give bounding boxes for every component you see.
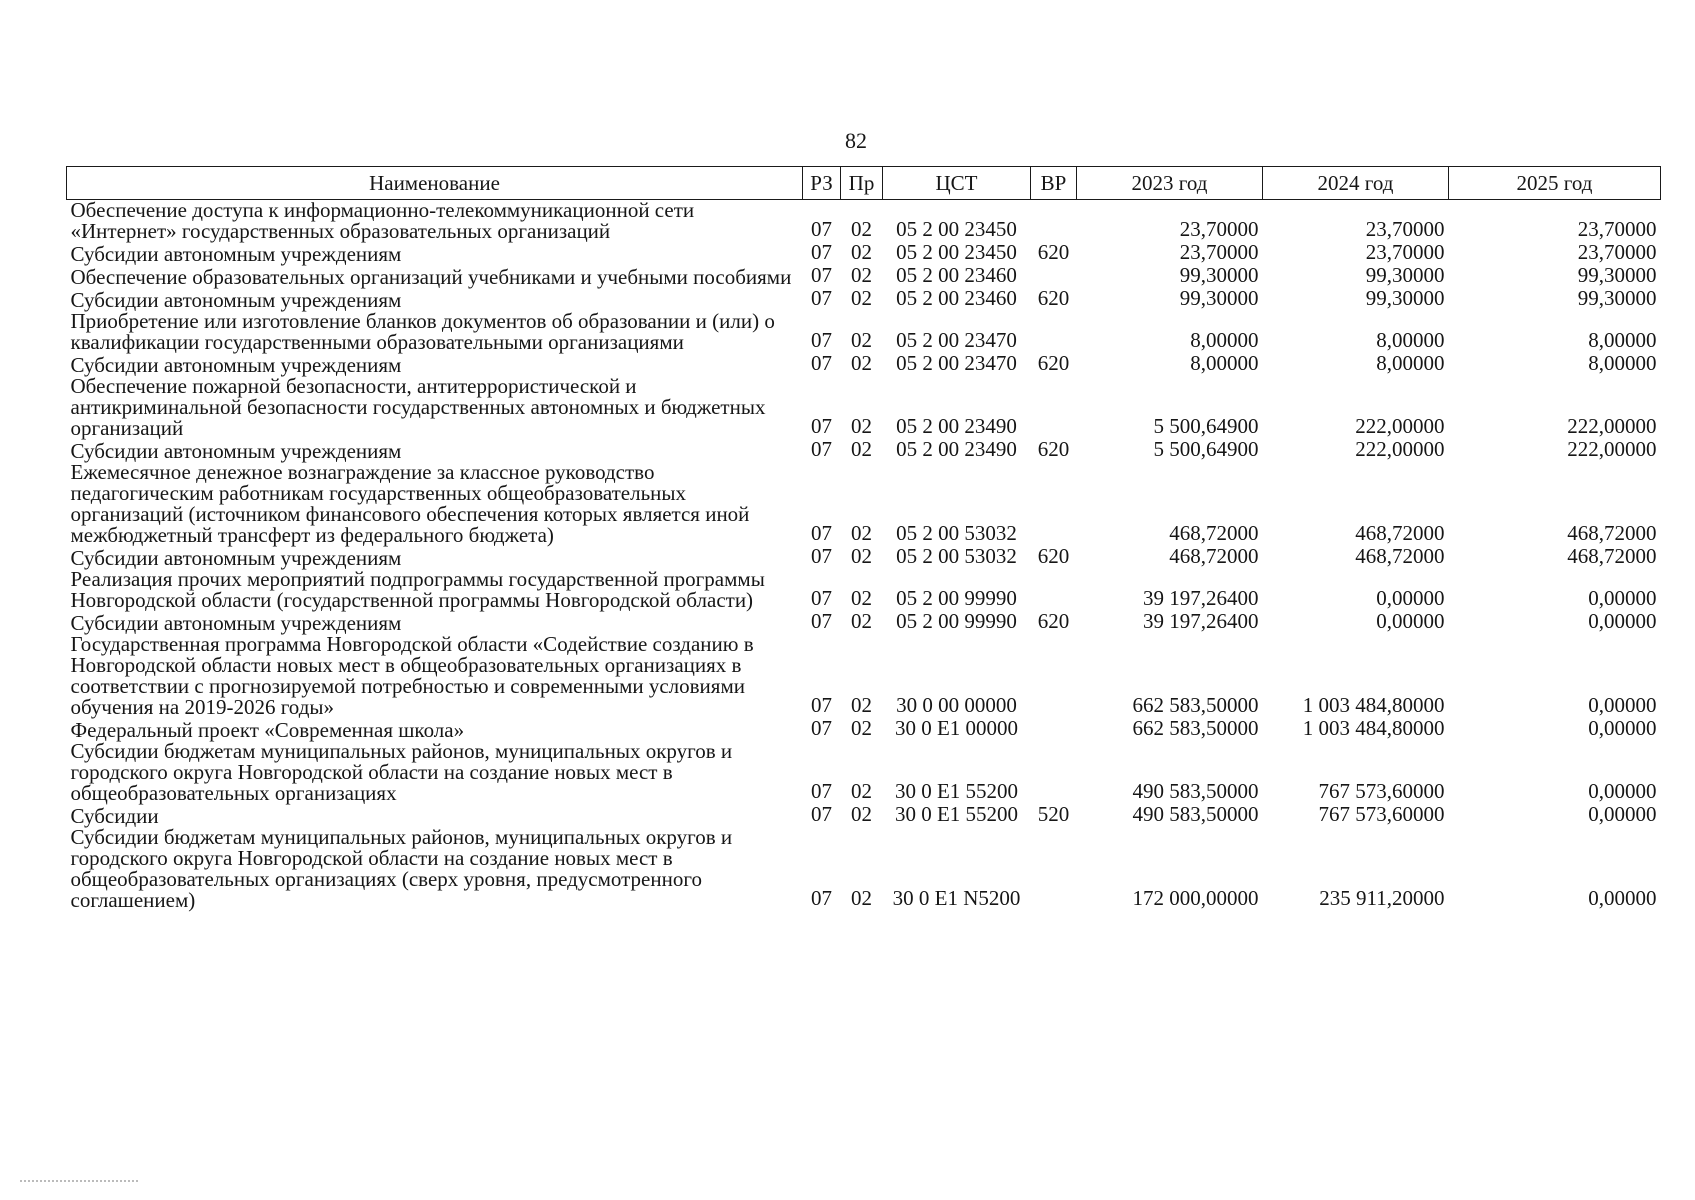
row-name: Государственная программа Новгородской области «Содействие созданию в Новгородской области новых мест в общеобразовательных организациях в соответствии с прогнозируемой потребностью и современными условиями обучения на 2019-2026 годы» (70, 632, 754, 719)
row-rz: 07 (811, 217, 832, 241)
header-name: Наименование (67, 167, 803, 200)
row-amount-2025: 99,30000 (1577, 263, 1657, 287)
header-2025: 2025 год (1449, 167, 1661, 200)
row-pr: 02 (851, 586, 872, 610)
row-rz: 07 (811, 263, 832, 287)
row-amount-2024: 468,72000 (1355, 544, 1445, 568)
row-amount-2024: 1 003 484,80000 (1302, 716, 1445, 740)
row-amount-2025: 468,72000 (1567, 544, 1657, 568)
row-amount-2023: 23,70000 (1179, 240, 1259, 264)
row-cst: 05 2 00 23460 (896, 286, 1017, 310)
row-pr: 02 (851, 693, 872, 717)
row-rz: 07 (811, 716, 832, 740)
row-amount-2025: 23,70000 (1577, 217, 1657, 241)
row-name: Приобретение или изготовление бланков документов об образовании и (или) о квалификации государственными образовательными организациями (70, 309, 775, 354)
table-row (67, 634, 1661, 718)
row-amount-2023: 468,72000 (1169, 544, 1259, 568)
row-rz: 07 (811, 544, 832, 568)
row-amount-2025: 468,72000 (1567, 521, 1657, 545)
row-vr (1031, 376, 1077, 439)
row-amount-2024: 767 573,60000 (1318, 802, 1445, 826)
row-vr (1031, 827, 1077, 911)
row-rz: 07 (811, 414, 832, 438)
row-name: Обеспечение образовательных организаций учебниками и учебными пособиями (70, 265, 792, 289)
row-rz: 07 (811, 521, 832, 545)
table-row (67, 611, 1661, 634)
table-row (67, 462, 1661, 546)
row-vr: 620 (1037, 286, 1070, 310)
row-name: Обеспечение доступа к информационно-телекоммуникационной сети «Интернет» государственных образовательных организаций (70, 198, 695, 243)
table-row (67, 200, 1661, 243)
row-pr: 02 (851, 240, 872, 264)
table-row (67, 718, 1661, 741)
row-cst: 30 0 E1 N5200 (892, 886, 1021, 910)
row-amount-2025: 0,00000 (1588, 886, 1657, 910)
row-amount-2023: 468,72000 (1169, 521, 1259, 545)
row-amount-2023: 8,00000 (1190, 351, 1259, 375)
row-amount-2023: 662 583,50000 (1132, 716, 1259, 740)
row-amount-2023: 5 500,64900 (1153, 414, 1259, 438)
row-pr: 02 (851, 886, 872, 910)
row-cst: 30 0 E1 55200 (894, 802, 1019, 826)
row-amount-2024: 0,00000 (1376, 609, 1445, 633)
row-pr: 02 (851, 263, 872, 287)
header-rz: РЗ (803, 167, 841, 200)
row-name: Обеспечение пожарной безопасности, антитеррористической и антикриминальной безопасности государственных автономных и бюджетных организаций (70, 374, 766, 440)
row-cst: 05 2 00 99990 (896, 586, 1017, 610)
row-pr: 02 (851, 414, 872, 438)
table-row (67, 265, 1661, 288)
row-amount-2025: 0,00000 (1588, 609, 1657, 633)
row-rz: 07 (811, 240, 832, 264)
row-vr (1031, 200, 1077, 243)
row-vr (1031, 265, 1077, 288)
row-amount-2025: 0,00000 (1588, 693, 1657, 717)
row-cst: 05 2 00 23460 (896, 263, 1017, 287)
row-pr: 02 (851, 286, 872, 310)
row-rz: 07 (811, 328, 832, 352)
row-amount-2024: 235 911,20000 (1319, 886, 1445, 910)
row-amount-2024: 767 573,60000 (1318, 779, 1445, 803)
row-amount-2025: 222,00000 (1567, 437, 1657, 461)
row-amount-2024: 23,70000 (1365, 240, 1445, 264)
row-cst: 05 2 00 99990 (896, 609, 1017, 633)
row-vr: 520 (1037, 802, 1070, 826)
row-name: Реализация прочих мероприятий подпрограммы государственной программы Новгородской области (государственной программы Новгородской области) (70, 567, 765, 612)
row-amount-2024: 99,30000 (1365, 263, 1445, 287)
row-amount-2023: 5 500,64900 (1153, 437, 1259, 461)
table-row (67, 242, 1661, 265)
row-amount-2023: 490 583,50000 (1132, 779, 1259, 803)
row-pr: 02 (851, 544, 872, 568)
row-name: Субсидии (70, 804, 159, 828)
row-rz: 07 (811, 779, 832, 803)
table-row (67, 827, 1661, 911)
row-name: Субсидии автономным учреждениям (70, 546, 402, 570)
row-pr: 02 (851, 779, 872, 803)
header-cst: ЦСТ (883, 167, 1031, 200)
row-amount-2023: 8,00000 (1190, 328, 1259, 352)
row-name: Субсидии бюджетам муниципальных районов, муниципальных округов и городского округа Новгородской области на создание новых мест в общеобразовательных организациях (70, 739, 733, 805)
row-cst: 05 2 00 23470 (896, 328, 1017, 352)
row-rz: 07 (811, 609, 832, 633)
row-amount-2024: 8,00000 (1376, 351, 1445, 375)
row-amount-2024: 0,00000 (1376, 586, 1445, 610)
row-amount-2023: 490 583,50000 (1132, 802, 1259, 826)
row-vr: 620 (1037, 544, 1070, 568)
row-amount-2024: 468,72000 (1355, 521, 1445, 545)
row-vr (1031, 569, 1077, 611)
row-amount-2025: 0,00000 (1588, 586, 1657, 610)
row-amount-2025: 222,00000 (1567, 414, 1657, 438)
budget-table (66, 166, 1661, 911)
table-row (67, 288, 1661, 311)
row-name: Субсидии автономным учреждениям (70, 439, 402, 463)
table-row (67, 311, 1661, 353)
row-amount-2025: 0,00000 (1588, 716, 1657, 740)
row-name: Субсидии автономным учреждениям (70, 242, 402, 266)
table-row (67, 546, 1661, 569)
row-pr: 02 (851, 716, 872, 740)
row-amount-2025: 8,00000 (1588, 328, 1657, 352)
row-vr: 620 (1037, 609, 1070, 633)
row-amount-2025: 8,00000 (1588, 351, 1657, 375)
row-vr: 620 (1037, 351, 1070, 375)
row-pr: 02 (851, 802, 872, 826)
row-amount-2025: 0,00000 (1588, 802, 1657, 826)
row-cst: 05 2 00 23450 (896, 240, 1017, 264)
row-rz: 07 (811, 437, 832, 461)
row-amount-2025: 0,00000 (1588, 779, 1657, 803)
row-amount-2025: 23,70000 (1577, 240, 1657, 264)
header-vr: ВР (1031, 167, 1077, 200)
row-amount-2024: 1 003 484,80000 (1302, 693, 1445, 717)
table-row (67, 804, 1661, 827)
row-amount-2024: 222,00000 (1355, 414, 1445, 438)
row-vr (1031, 634, 1077, 718)
row-vr (1031, 718, 1077, 741)
row-name: Ежемесячное денежное вознаграждение за классное руководство педагогическим работникам государственных общеобразовательных организаций (источником финансового обеспечения которых является иной межбюджетный трансферт из федерального бюджета) (70, 460, 750, 547)
table-row (67, 353, 1661, 376)
row-amount-2023: 39 197,26400 (1143, 586, 1259, 610)
row-rz: 07 (811, 802, 832, 826)
row-amount-2023: 39 197,26400 (1143, 609, 1259, 633)
row-cst: 05 2 00 23450 (896, 217, 1017, 241)
row-cst: 05 2 00 23490 (896, 414, 1017, 438)
header-2024: 2024 год (1263, 167, 1449, 200)
header-2023: 2023 год (1077, 167, 1263, 200)
row-cst: 05 2 00 23490 (896, 437, 1017, 461)
row-cst: 05 2 00 53032 (896, 521, 1017, 545)
row-amount-2024: 23,70000 (1365, 217, 1445, 241)
row-vr: 620 (1037, 240, 1070, 264)
row-cst: 30 0 E1 00000 (894, 716, 1019, 740)
row-amount-2023: 172 000,00000 (1132, 886, 1259, 910)
row-name: Субсидии автономным учреждениям (70, 353, 402, 377)
row-cst: 05 2 00 23470 (896, 351, 1017, 375)
scan-artifact (20, 1180, 140, 1182)
row-pr: 02 (851, 437, 872, 461)
table-row (67, 741, 1661, 804)
row-rz: 07 (811, 586, 832, 610)
table-header-row (67, 167, 1661, 200)
table-row (67, 439, 1661, 462)
row-pr: 02 (851, 609, 872, 633)
row-name: Субсидии бюджетам муниципальных районов, муниципальных округов и городского округа Новгородской области на создание новых мест в общеобразовательных организациях (сверх уровня, предусмотренного соглашением) (70, 825, 733, 912)
row-amount-2024: 222,00000 (1355, 437, 1445, 461)
row-rz: 07 (811, 886, 832, 910)
row-name: Субсидии автономным учреждениям (70, 611, 402, 635)
row-name: Федеральный проект «Современная школа» (70, 718, 465, 742)
row-vr (1031, 462, 1077, 546)
page-number: 82 (845, 128, 867, 153)
row-name: Субсидии автономным учреждениям (70, 288, 402, 312)
table-row (67, 376, 1661, 439)
row-cst: 05 2 00 53032 (896, 544, 1017, 568)
row-pr: 02 (851, 217, 872, 241)
row-amount-2024: 99,30000 (1365, 286, 1445, 310)
table-row (67, 569, 1661, 611)
row-amount-2023: 99,30000 (1179, 286, 1259, 310)
row-amount-2025: 99,30000 (1577, 286, 1657, 310)
header-pr: Пр (841, 167, 883, 200)
row-amount-2023: 662 583,50000 (1132, 693, 1259, 717)
row-pr: 02 (851, 521, 872, 545)
row-vr (1031, 741, 1077, 804)
row-vr (1031, 311, 1077, 353)
row-rz: 07 (811, 351, 832, 375)
row-rz: 07 (811, 286, 832, 310)
row-pr: 02 (851, 328, 872, 352)
row-cst: 30 0 00 00000 (896, 693, 1017, 717)
row-rz: 07 (811, 693, 832, 717)
row-amount-2023: 99,30000 (1179, 263, 1259, 287)
row-amount-2023: 23,70000 (1179, 217, 1259, 241)
row-cst: 30 0 E1 55200 (894, 779, 1019, 803)
row-vr: 620 (1037, 437, 1070, 461)
row-amount-2024: 8,00000 (1376, 328, 1445, 352)
row-pr: 02 (851, 351, 872, 375)
